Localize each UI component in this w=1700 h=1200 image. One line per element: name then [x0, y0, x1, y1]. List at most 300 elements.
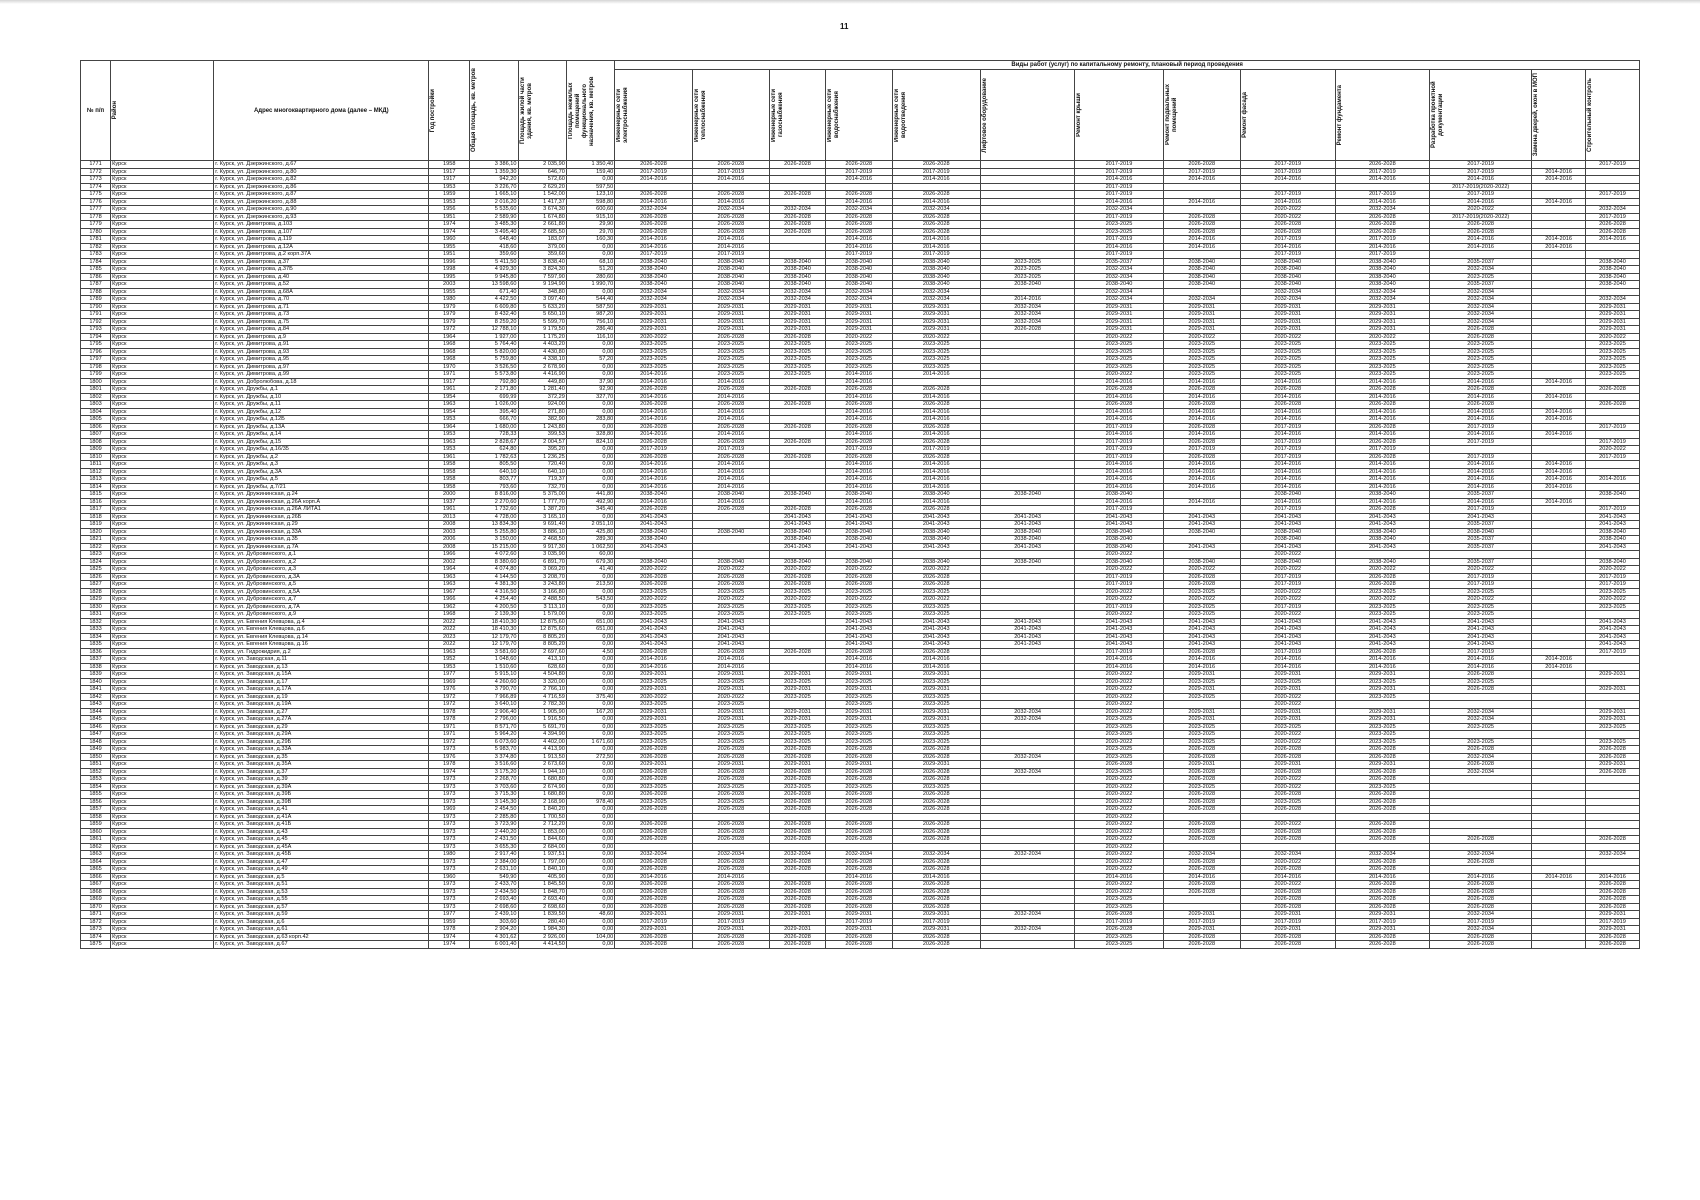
table-cell: г. Курск, ул. Заводская, д.35 — [214, 753, 429, 761]
table-cell: 8 805,20 — [518, 641, 566, 649]
table-cell: 2041-2043 — [892, 641, 980, 649]
table-cell: 2003 — [429, 281, 470, 289]
table-cell: 2041-2043 — [1240, 626, 1335, 634]
table-cell — [1532, 626, 1586, 634]
table-row — [81, 543, 1640, 551]
table-row — [81, 941, 1640, 949]
table-cell: 2026-2028 — [1240, 768, 1335, 776]
table-cell: 2017-2019 — [1430, 438, 1532, 446]
table-cell: 9 917,30 — [518, 543, 566, 551]
table-cell: 2014-2016 — [1335, 461, 1430, 469]
table-cell: 1 417,37 — [518, 198, 566, 206]
table-cell — [1532, 633, 1586, 641]
table-cell: 2023-2025 — [1335, 341, 1430, 349]
table-cell: 2023-2025 — [1075, 341, 1163, 349]
table-cell: г. Курск, ул. Дзержинского, д.67 — [214, 161, 429, 169]
header-no: № п/п — [81, 61, 111, 161]
table-cell: 2017-2019 — [1075, 573, 1163, 581]
table-cell: 2020-2022 — [1240, 551, 1335, 559]
table-row — [81, 498, 1640, 506]
table-cell — [980, 828, 1075, 836]
table-cell: 2017-2019 — [615, 446, 692, 454]
table-cell: 1 840,20 — [518, 806, 566, 814]
table-cell: 1980 — [429, 296, 470, 304]
table-cell: 2041-2043 — [980, 618, 1075, 626]
table-cell: 2026-2028 — [1335, 228, 1430, 236]
table-cell: г. Курск, ул. Димитрова, д.99 — [214, 371, 429, 379]
table-cell: 1815 — [81, 491, 111, 499]
table-cell: 1962 — [429, 603, 470, 611]
table-cell: 2041-2043 — [1430, 641, 1532, 649]
table-cell: 60,00 — [566, 551, 614, 559]
table-cell: 5 820,00 — [470, 348, 518, 356]
table-cell: 2014-2016 — [692, 176, 769, 184]
table-cell: 2020-2022 — [1075, 791, 1163, 799]
table-cell: 2023-2025 — [615, 348, 692, 356]
table-cell: Курск — [111, 813, 214, 821]
table-cell: 104,00 — [566, 933, 614, 941]
table-cell: 2023-2025 — [770, 348, 826, 356]
table-cell — [1532, 611, 1586, 619]
table-cell — [1586, 176, 1640, 184]
table-cell: 732,70 — [518, 483, 566, 491]
table-cell: 2026-2028 — [770, 806, 826, 814]
table-cell: 1808 — [81, 438, 111, 446]
table-cell: 1853 — [81, 776, 111, 784]
table-row — [81, 723, 1640, 731]
table-cell: 640,10 — [518, 468, 566, 476]
table-cell: 18 410,30 — [470, 626, 518, 634]
table-cell: г. Курск, ул. Заводская, д.39Б — [214, 791, 429, 799]
table-cell: 2032-2034 — [615, 851, 692, 859]
table-cell: 2014-2016 — [825, 663, 892, 671]
table-cell: 1979 — [429, 303, 470, 311]
table-cell — [1586, 858, 1640, 866]
table-cell: Курск — [111, 206, 214, 214]
table-cell: 2023-2025 — [825, 588, 892, 596]
table-cell: 2026-2028 — [825, 191, 892, 199]
table-cell: 2020-2022 — [1240, 206, 1335, 214]
table-cell: 2026-2028 — [1586, 896, 1640, 904]
table-cell: 2038-2040 — [892, 491, 980, 499]
table-row — [81, 416, 1640, 424]
table-cell: 1777 — [81, 206, 111, 214]
table-cell: 2026-2028 — [825, 776, 892, 784]
table-cell: 2026-2028 — [615, 941, 692, 949]
table-cell: 2017-2019 — [1075, 423, 1163, 431]
table-cell: 2020-2022 — [1430, 596, 1532, 604]
table-cell: 2029-2031 — [892, 303, 980, 311]
table-cell: 2026-2028 — [1163, 798, 1240, 806]
table-cell: 2026-2028 — [892, 573, 980, 581]
table-cell: 2014-2016 — [1430, 243, 1532, 251]
table-cell: 2029-2031 — [892, 716, 980, 724]
table-cell: 0,00 — [566, 723, 614, 731]
table-cell: г. Курск, ул. Дубровинского, д.9 — [214, 611, 429, 619]
table-cell — [892, 183, 980, 191]
table-cell: 2026-2028 — [1163, 836, 1240, 844]
table-cell — [1532, 453, 1586, 461]
table-cell: 2029-2031 — [1163, 326, 1240, 334]
table-cell: 2 674,90 — [518, 783, 566, 791]
table-cell: Курск — [111, 513, 214, 521]
table-cell — [1240, 843, 1335, 851]
table-cell: 2038-2040 — [1163, 266, 1240, 274]
table-cell: 2014-2016 — [692, 416, 769, 424]
table-cell: Курск — [111, 168, 214, 176]
table-cell: 2023 — [429, 633, 470, 641]
table-cell: 1834 — [81, 633, 111, 641]
table-cell: 2026-2028 — [615, 753, 692, 761]
table-cell: 1964 — [429, 566, 470, 574]
table-cell: 2038-2040 — [892, 273, 980, 281]
table-cell: г. Курск, ул. Заводская, д.19А — [214, 701, 429, 709]
table-cell: 2032-2034 — [1335, 288, 1430, 296]
table-cell: 2017-2019 — [892, 251, 980, 259]
table-cell: 2029-2031 — [1586, 326, 1640, 334]
table-cell: 2026-2028 — [770, 866, 826, 874]
table-cell: 2014-2016 — [825, 176, 892, 184]
table-cell — [980, 896, 1075, 904]
table-cell: 2035-2037 — [1430, 281, 1532, 289]
table-cell: 572,60 — [518, 176, 566, 184]
table-cell — [1532, 296, 1586, 304]
table-cell: 1978 — [429, 761, 470, 769]
table-cell: 2038-2040 — [1586, 536, 1640, 544]
table-cell: 2023-2025 — [692, 611, 769, 619]
table-cell: 2032-2034 — [1430, 851, 1532, 859]
table-cell: 1953 — [429, 431, 470, 439]
table-cell: 2026-2028 — [1586, 881, 1640, 889]
table-cell: 2023-2025 — [770, 603, 826, 611]
table-cell: 2014-2016 — [692, 198, 769, 206]
table-cell: 2026-2028 — [1075, 386, 1163, 394]
table-cell — [980, 731, 1075, 739]
table-cell: 2 139,30 — [470, 611, 518, 619]
table-cell: 2023-2025 — [1240, 363, 1335, 371]
table-cell: 2032-2034 — [615, 288, 692, 296]
table-cell: 2029-2031 — [692, 926, 769, 934]
table-cell: 2026-2028 — [692, 581, 769, 589]
table-cell: 2041-2043 — [615, 626, 692, 634]
table-cell — [1532, 933, 1586, 941]
table-cell: 425,80 — [566, 528, 614, 536]
table-cell: 2029-2031 — [1240, 686, 1335, 694]
table-cell: 646,70 — [518, 168, 566, 176]
table-cell: 2020-2022 — [1075, 566, 1163, 574]
table-cell: 2017-2019 — [1240, 573, 1335, 581]
table-cell: 2014-2016 — [980, 296, 1075, 304]
table-cell: 2041-2043 — [1586, 633, 1640, 641]
table-cell: 2032-2034 — [1430, 288, 1532, 296]
table-cell — [1586, 656, 1640, 664]
table-cell: Курск — [111, 581, 214, 589]
table-cell: 1 984,30 — [518, 926, 566, 934]
table-cell: 2014-2016 — [1532, 198, 1586, 206]
table-cell: 2 697,60 — [518, 648, 566, 656]
table-cell — [1532, 551, 1586, 559]
table-cell: 2038-2040 — [1163, 528, 1240, 536]
table-cell: 2032-2034 — [1335, 206, 1430, 214]
table-cell: 1791 — [81, 311, 111, 319]
table-cell: 2014-2016 — [1335, 498, 1430, 506]
table-cell: 2029-2031 — [615, 911, 692, 919]
table-cell: г. Курск, ул. Заводская, д.53 — [214, 888, 429, 896]
table-cell: 2 782,30 — [518, 701, 566, 709]
table-cell: 2026-2028 — [692, 753, 769, 761]
table-cell: 2020-2022 — [1430, 206, 1532, 214]
table-cell: 1786 — [81, 273, 111, 281]
table-cell: 2032-2034 — [1335, 851, 1430, 859]
table-cell: 2023-2025 — [1430, 363, 1532, 371]
table-cell: 2014-2016 — [692, 468, 769, 476]
table-cell: 2017-2019 — [1240, 423, 1335, 431]
table-cell: 2038-2040 — [1240, 558, 1335, 566]
table-cell: 9 179,50 — [518, 326, 566, 334]
table-cell: 2038-2040 — [1586, 273, 1640, 281]
table-cell: 2014-2016 — [1240, 393, 1335, 401]
table-cell: 1817 — [81, 506, 111, 514]
table-cell: г. Курск, ул. Заводская, д.6 — [214, 918, 429, 926]
table-cell: 2014-2016 — [1075, 483, 1163, 491]
table-cell: 0,00 — [566, 453, 614, 461]
table-cell: 2020-2022 — [1075, 866, 1163, 874]
table-cell: 2026-2028 — [1430, 333, 1532, 341]
table-cell: 2026-2028 — [692, 776, 769, 784]
table-cell: 4 416,90 — [518, 371, 566, 379]
table-cell: 2014-2016 — [825, 476, 892, 484]
table-cell: 1809 — [81, 446, 111, 454]
table-cell: 1 579,00 — [518, 611, 566, 619]
table-cell: 2026-2028 — [692, 896, 769, 904]
table-cell — [692, 513, 769, 521]
table-cell: 1971 — [429, 371, 470, 379]
table-cell: 1953 — [429, 663, 470, 671]
table-cell: г. Курск, ул. Заводская, д.49 — [214, 866, 429, 874]
table-cell: 2038-2040 — [692, 273, 769, 281]
table-cell: 2023-2025 — [1240, 678, 1335, 686]
table-cell: 2023-2025 — [770, 723, 826, 731]
table-cell: 2038-2040 — [1163, 281, 1240, 289]
table-cell: 2041-2043 — [615, 513, 692, 521]
table-cell: Курск — [111, 828, 214, 836]
table-cell: 328,80 — [566, 431, 614, 439]
table-cell: 3 166,80 — [518, 588, 566, 596]
table-cell: 2029-2031 — [1163, 716, 1240, 724]
table-cell: 1831 — [81, 611, 111, 619]
table-cell — [1532, 258, 1586, 266]
table-cell: 0,00 — [566, 926, 614, 934]
table-cell: 2032-2034 — [1430, 266, 1532, 274]
table-cell: 2023-2025 — [892, 356, 980, 364]
table-cell: 2026-2028 — [1335, 648, 1430, 656]
table-cell: 2041-2043 — [1586, 543, 1640, 551]
table-cell: 2023-2025 — [692, 738, 769, 746]
table-cell: 2041-2043 — [892, 521, 980, 529]
table-cell: 2017-2019 — [1335, 918, 1430, 926]
table-cell: 2023-2025 — [770, 783, 826, 791]
table-cell: г. Курск, ул. Заводская, д.41А — [214, 813, 429, 821]
table-cell: 1970 — [429, 363, 470, 371]
table-cell: 2014-2016 — [825, 873, 892, 881]
table-cell: 2026-2028 — [825, 896, 892, 904]
table-cell: 1917 — [429, 168, 470, 176]
table-row — [81, 851, 1640, 859]
table-cell: 720,40 — [518, 461, 566, 469]
table-cell: 2026-2028 — [825, 423, 892, 431]
table-cell: 1963 — [429, 581, 470, 589]
table-cell: 2020-2022 — [1240, 611, 1335, 619]
table-cell: 1848 — [81, 738, 111, 746]
table-cell — [980, 236, 1075, 244]
table-cell: 2026-2028 — [825, 161, 892, 169]
table-row — [81, 603, 1640, 611]
table-cell: 1 387,20 — [518, 506, 566, 514]
table-cell: 2023-2025 — [615, 611, 692, 619]
table-cell: 2017-2019 — [1075, 446, 1163, 454]
table-cell: 2 171,80 — [470, 386, 518, 394]
table-cell: 2014-2016 — [615, 371, 692, 379]
table-cell: 1836 — [81, 648, 111, 656]
table-cell: 2041-2043 — [1163, 641, 1240, 649]
table-cell: 2026-2028 — [1163, 866, 1240, 874]
table-row — [81, 311, 1640, 319]
table-cell: 2023-2025 — [1586, 341, 1640, 349]
table-cell: 2041-2043 — [1075, 633, 1163, 641]
table-cell: г. Курск, ул. Дубровинского, д.7 — [214, 596, 429, 604]
table-cell: 0,00 — [566, 918, 614, 926]
table-cell: 2020-2022 — [1240, 881, 1335, 889]
table-cell: 2029-2031 — [1163, 761, 1240, 769]
table-cell — [1586, 408, 1640, 416]
table-cell — [1430, 701, 1532, 709]
table-cell — [1532, 791, 1586, 799]
table-cell: 0,00 — [566, 678, 614, 686]
table-cell: 1823 — [81, 551, 111, 559]
table-cell: 2014-2016 — [1430, 468, 1532, 476]
table-cell — [980, 423, 1075, 431]
table-cell: 2029-2031 — [1163, 303, 1240, 311]
table-cell: 2026-2028 — [1163, 753, 1240, 761]
table-cell: 2014-2016 — [615, 483, 692, 491]
table-cell: г. Курск, ул. Заводская, д.45 — [214, 836, 429, 844]
table-cell: г. Курск, ул. Дубровинского, д.7А — [214, 603, 429, 611]
table-cell: 2026-2028 — [892, 401, 980, 409]
table-cell — [1335, 843, 1430, 851]
table-cell: Курск — [111, 296, 214, 304]
table-cell: 1966 — [429, 551, 470, 559]
table-cell: 2023-2025 — [615, 731, 692, 739]
table-cell — [770, 236, 826, 244]
table-cell: 2014-2016 — [1532, 656, 1586, 664]
table-cell: 1 927,00 — [470, 333, 518, 341]
table-cell — [980, 243, 1075, 251]
table-cell: 2032-2034 — [1240, 296, 1335, 304]
table-cell: 1847 — [81, 731, 111, 739]
table-cell: Курск — [111, 881, 214, 889]
table-row — [81, 588, 1640, 596]
table-cell: 2017-2019 — [1586, 506, 1640, 514]
table-cell: 2026-2028 — [1586, 386, 1640, 394]
table-cell: 2041-2043 — [1586, 641, 1640, 649]
table-row — [81, 933, 1640, 941]
table-cell: 1822 — [81, 543, 111, 551]
table-cell: 2041-2043 — [1075, 521, 1163, 529]
table-cell: 2017-2019 — [1240, 453, 1335, 461]
table-cell: 1 026,00 — [470, 401, 518, 409]
table-cell: г. Курск, ул. Дружбы, д.1 — [214, 386, 429, 394]
table-cell: 2038-2040 — [770, 273, 826, 281]
table-cell — [1532, 266, 1586, 274]
table-cell — [1532, 671, 1586, 679]
table-row — [81, 198, 1640, 206]
table-cell: 2023-2025 — [1163, 588, 1240, 596]
table-cell: 2041-2043 — [825, 633, 892, 641]
table-cell: 2041-2043 — [892, 618, 980, 626]
table-cell — [980, 191, 1075, 199]
table-cell: 803,77 — [470, 476, 518, 484]
table-cell: 2029-2031 — [1335, 303, 1430, 311]
table-cell: 2020-2022 — [1586, 333, 1640, 341]
table-cell: Курск — [111, 281, 214, 289]
table-cell: 0,00 — [566, 881, 614, 889]
table-cell: 4 422,50 — [470, 296, 518, 304]
table-cell: 2041-2043 — [1430, 633, 1532, 641]
table-cell: Курск — [111, 746, 214, 754]
table-cell: 2026-2028 — [615, 573, 692, 581]
table-cell: 2017-2019 — [1240, 168, 1335, 176]
table-cell: 2026-2028 — [770, 798, 826, 806]
table-cell: 2026-2028 — [692, 386, 769, 394]
table-cell: 0,00 — [566, 176, 614, 184]
table-cell: 2 589,90 — [470, 213, 518, 221]
table-row — [81, 558, 1640, 566]
table-cell: 0,00 — [566, 288, 614, 296]
table-cell: 2023-2025 — [1240, 371, 1335, 379]
table-row — [81, 821, 1640, 829]
table-cell: 2026-2028 — [1430, 746, 1532, 754]
table-cell: 2023-2025 — [692, 701, 769, 709]
table-cell: 286,40 — [566, 326, 614, 334]
table-cell: 5 411,50 — [470, 258, 518, 266]
table-cell: 2029-2031 — [1075, 303, 1163, 311]
table-cell: 2023-2025 — [770, 611, 826, 619]
table-cell: 2026-2028 — [770, 333, 826, 341]
table-cell: 2026-2028 — [1240, 866, 1335, 874]
table-cell: 2038-2040 — [692, 266, 769, 274]
table-cell: 2026-2028 — [1240, 386, 1335, 394]
table-cell: г. Курск, ул. Дубровинского, д.1 — [214, 551, 429, 559]
table-cell: 2 685,50 — [518, 228, 566, 236]
table-cell: 2020-2022 — [1430, 566, 1532, 574]
table-cell: 2032-2034 — [1075, 206, 1163, 214]
table-cell: 2014-2016 — [1240, 416, 1335, 424]
table-cell: 2023-2025 — [1163, 348, 1240, 356]
table-cell: 2026-2028 — [1586, 753, 1640, 761]
table-cell: 2026-2028 — [615, 836, 692, 844]
table-cell: 2017-2019 — [1075, 213, 1163, 221]
table-row — [81, 686, 1640, 694]
table-cell: 2014-2016 — [825, 198, 892, 206]
table-row — [81, 213, 1640, 221]
table-cell: 0,00 — [566, 348, 614, 356]
table-cell — [1586, 821, 1640, 829]
table-cell — [1532, 318, 1586, 326]
table-cell — [692, 536, 769, 544]
table-cell: 2029-2031 — [615, 311, 692, 319]
table-cell — [980, 566, 1075, 574]
table-cell: 2017-2019 — [615, 168, 692, 176]
